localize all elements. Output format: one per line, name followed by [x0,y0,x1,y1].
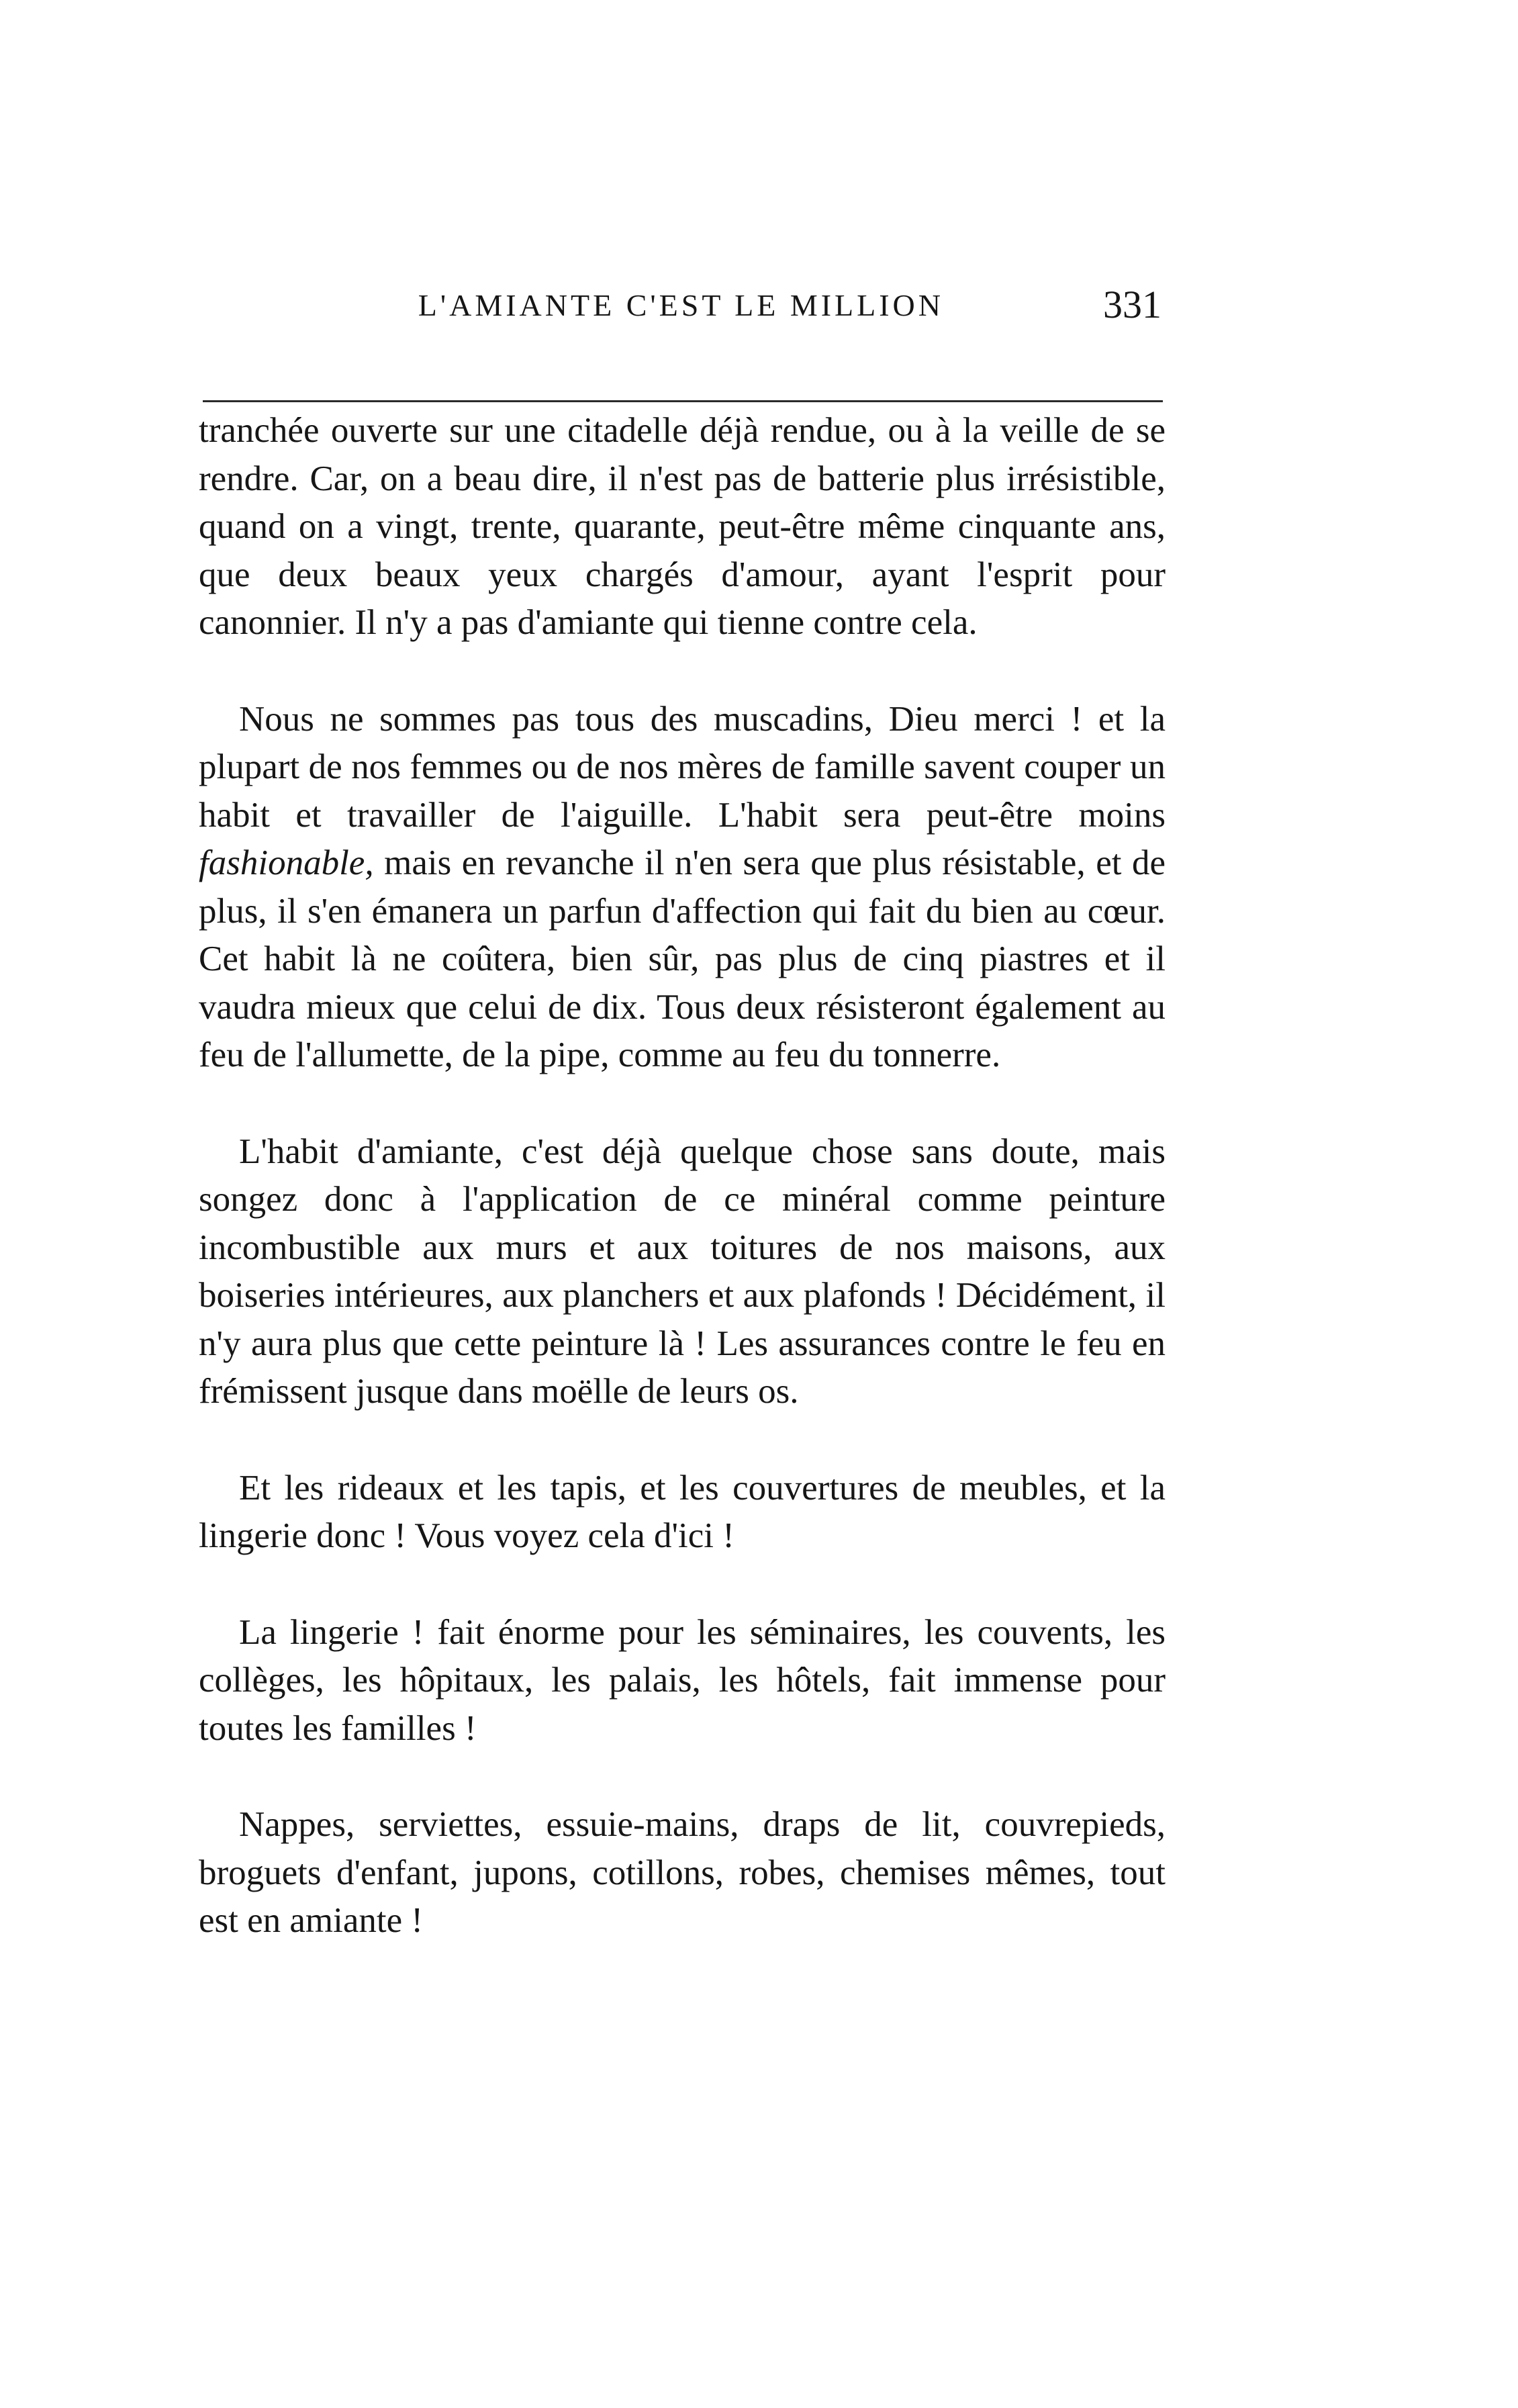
paragraph-gap [199,1753,1166,1801]
paragraph-5: La lingerie ! fait énorme pour les séminaires, les couvents, les collèges, les hôpitaux, les palais, les hôtels, fait immense pour toutes les familles ! [199,1612,1166,1748]
paragraph-gap [199,647,1166,696]
paragraph-gap [199,1080,1166,1128]
paragraph-6: Nappes, serviettes, essuie-mains, draps de lit, couvrepieds, broguets d'enfant, jupons, cotillons, robes, chemises mêmes, tout est en amiante ! [199,1805,1166,1940]
running-title: L'AMIANTE C'EST LE MILLION [418,288,944,322]
paragraph-2 [199,696,1166,1080]
page-body [199,407,1166,1945]
paragraph-2-after: mais en revanche il n'en sera que plus résistable, et de plus, il s'en émanera un parfun d'affection qui fait du bien au cœur. Cet habit là ne coûtera, bien sûr, pas plus de cinq piastres et il vaudra mieux que celui de dix. Tous deux résisteront également au feu de l'allumette, de la pipe, comme au feu du tonnerre. [199,843,1166,1074]
running-head [199,267,1166,334]
paragraph-1: tranchée ouverte sur une citadelle déjà rendue, ou à la veille de se rendre. Car, on a beau dire, il n'est pas de batterie plus irrésistible, quand on a vingt, trente, quarante, peut-être même cinquante ans, que deux beaux yeux chargés d'amour, ayant l'esprit pour canonnier. Il n'y a pas d'amiante qui tienne contre cela. [199,411,1166,642]
header-rule [203,400,1163,402]
paragraph-3: L'habit d'amiante, c'est déjà quelque chose sans doute, mais songez donc à l'application de ce minéral comme peinture incombustible aux murs et aux toitures de nos maisons, aux boiseries intérieures, aux planchers et aux plafonds ! Décidément, il n'y aura plus que cette peinture là ! Les assurances contre le feu en frémissent jusque dans moëlle de leurs os. [199,1131,1166,1411]
page-number: 331 [1103,283,1161,326]
paragraph-4: Et les rideaux et les tapis, et les couvertures de meubles, et la lingerie donc ! Vous voyez cela d'ici ! [199,1468,1166,1555]
paragraph-gap [199,1416,1166,1465]
paragraph-2-before: Nous ne sommes pas tous des muscadins, Dieu merci ! et la plupart de nos femmes ou de nos mères de famille savent couper un habit et travailler de l'aiguille. L'habit sera peut-être moins [199,699,1166,835]
book-page [199,0,1166,2408]
paragraph-2-italic-word: fashionable, [199,843,374,882]
paragraph-gap [199,1561,1166,1609]
